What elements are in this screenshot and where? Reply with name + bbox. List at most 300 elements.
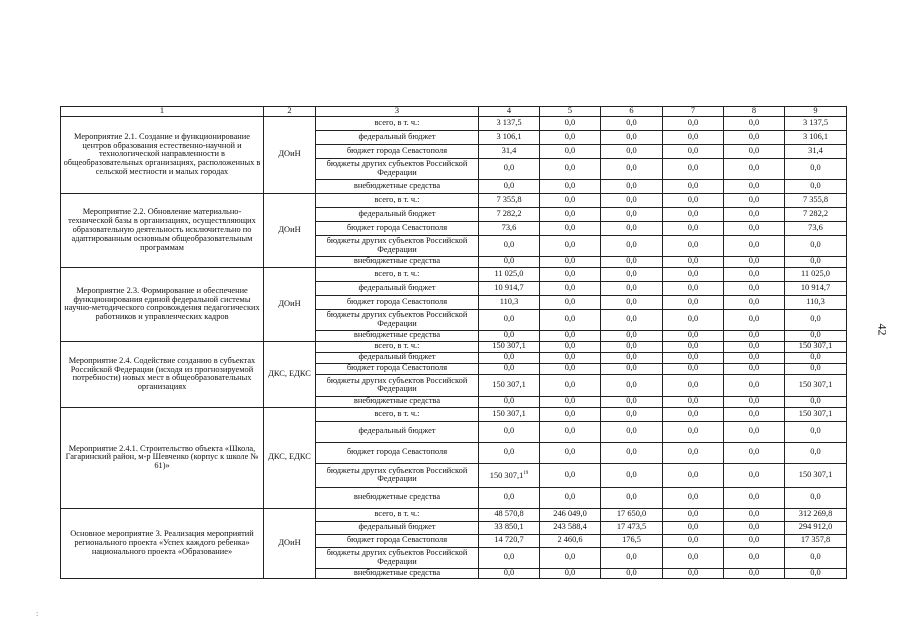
- amount-value: 3 137,5: [802, 117, 829, 127]
- amount-value: 0,0: [564, 426, 576, 436]
- amount-value: 48 570,8: [494, 509, 524, 519]
- amount-value: 0,0: [748, 447, 760, 457]
- amount-value: 10 914,7: [494, 282, 524, 292]
- amount-value: 0,0: [503, 426, 515, 436]
- funding-source: внебюджетные средства: [316, 568, 479, 578]
- amount-c9: [785, 396, 847, 407]
- page-number: 42: [875, 323, 890, 336]
- amount-c4: [479, 407, 540, 421]
- amount-value: 0,0: [626, 341, 637, 351]
- amount-value: 0,0: [503, 363, 515, 373]
- amount-value: 7 355,8: [802, 194, 829, 204]
- col-header-5: 5: [540, 107, 601, 117]
- amount-c6: [601, 207, 663, 221]
- measure-executor: ДКС, ЕДКС: [264, 407, 316, 508]
- amount-c8: [724, 521, 785, 534]
- amount-c9: [785, 158, 847, 179]
- amount-value: 0,0: [687, 131, 699, 141]
- amount-value: 150 307,1: [798, 341, 833, 351]
- amount-c9: [785, 221, 847, 235]
- amount-c8: [724, 144, 785, 158]
- amount-value: 0,0: [564, 222, 576, 232]
- amount-c5: [540, 463, 601, 487]
- amount-c5: [540, 352, 601, 363]
- amount-c7: [663, 421, 724, 442]
- amount-value: 294 912,0: [798, 522, 833, 532]
- amount-value: 0,0: [503, 552, 515, 562]
- amount-c8: [724, 534, 785, 547]
- amount-c6: [601, 421, 663, 442]
- amount-c6: [601, 267, 663, 281]
- amount-value: 0,0: [748, 256, 760, 266]
- amount-c7: [663, 221, 724, 235]
- amount-value: 0,0: [503, 163, 515, 173]
- amount-c4: [479, 341, 540, 352]
- col-header-1: 1: [61, 107, 264, 117]
- amount-value: 31,4: [808, 145, 823, 155]
- amount-c9: [785, 463, 847, 487]
- amount-c7: [663, 534, 724, 547]
- amount-value: 0,0: [687, 426, 699, 436]
- amount-c6: [601, 352, 663, 363]
- funding-source: федеральный бюджет: [316, 421, 479, 442]
- amount-value: 0,0: [687, 379, 699, 389]
- amount-c6: [601, 568, 663, 578]
- amount-c7: [663, 463, 724, 487]
- amount-c7: [663, 363, 724, 374]
- amount-c7: [663, 235, 724, 256]
- funding-source: бюджеты других субъектов Российской Федерации: [316, 463, 479, 487]
- amount-c8: [724, 281, 785, 295]
- amount-c6: [601, 374, 663, 396]
- footnote-ref: 19: [523, 470, 529, 476]
- amount-c8: [724, 463, 785, 487]
- funding-source: федеральный бюджет: [316, 130, 479, 144]
- amount-c9: [785, 352, 847, 363]
- measure-name: Мероприятие 2.4.1. Строительство объекта «Школа, Гагаринский район, м-р Шевченко (корпус к школе № 61)»: [61, 407, 264, 508]
- amount-value: 0,0: [564, 314, 576, 324]
- amount-c7: [663, 341, 724, 352]
- amount-c6: [601, 281, 663, 295]
- amount-c7: [663, 547, 724, 568]
- table-row: [61, 407, 847, 421]
- amount-c9: [785, 281, 847, 295]
- col-header-7: 7: [663, 107, 724, 117]
- amount-value: 0,0: [687, 447, 699, 457]
- amount-value: 0,0: [564, 396, 576, 406]
- amount-value: 0,0: [748, 282, 760, 292]
- amount-value: 0,0: [748, 492, 760, 502]
- amount-c6: [601, 309, 663, 330]
- amount-c6: [601, 193, 663, 207]
- amount-value: 0,0: [626, 352, 637, 362]
- amount-c4: [479, 521, 540, 534]
- amount-c9: [785, 207, 847, 221]
- amount-value: 0,0: [687, 256, 699, 266]
- amount-c8: [724, 256, 785, 267]
- amount-c7: [663, 281, 724, 295]
- amount-c7: [663, 144, 724, 158]
- amount-value: 0,0: [748, 330, 760, 340]
- funding-source: федеральный бюджет: [316, 281, 479, 295]
- amount-value: 3 106,1: [802, 131, 829, 141]
- amount-value: 0,0: [626, 194, 637, 204]
- amount-c8: [724, 547, 785, 568]
- amount-c5: [540, 487, 601, 508]
- funding-source: бюджет города Севастополя: [316, 144, 479, 158]
- amount-value: 0,0: [748, 552, 760, 562]
- funding-source: внебюджетные средства: [316, 487, 479, 508]
- amount-c6: [601, 547, 663, 568]
- amount-c7: [663, 568, 724, 578]
- amount-value: 0,0: [810, 256, 821, 266]
- amount-value: 0,0: [564, 145, 576, 155]
- amount-value: 150 307,1: [798, 408, 833, 418]
- amount-c4: [479, 396, 540, 407]
- amount-value: 0,0: [626, 408, 637, 418]
- amount-c6: [601, 442, 663, 463]
- amount-c6: [601, 330, 663, 341]
- funding-source: федеральный бюджет: [316, 521, 479, 534]
- amount-value: 0,0: [687, 117, 699, 127]
- amount-c6: [601, 463, 663, 487]
- header-row: [61, 107, 847, 117]
- amount-value: 0,0: [626, 222, 637, 232]
- amount-value: 14 720,7: [494, 535, 524, 545]
- amount-c7: [663, 256, 724, 267]
- amount-value: 73,6: [501, 222, 517, 232]
- amount-c8: [724, 330, 785, 341]
- amount-c5: [540, 547, 601, 568]
- amount-value: 0,0: [626, 469, 637, 479]
- funding-source: федеральный бюджет: [316, 352, 479, 363]
- amount-c4: [479, 534, 540, 547]
- amount-c5: [540, 442, 601, 463]
- amount-value: 0,0: [748, 408, 760, 418]
- amount-c8: [724, 374, 785, 396]
- amount-c7: [663, 193, 724, 207]
- amount-c6: [601, 295, 663, 309]
- amount-value: 0,0: [748, 145, 760, 155]
- amount-c9: [785, 374, 847, 396]
- amount-c4: [479, 330, 540, 341]
- amount-c7: [663, 521, 724, 534]
- amount-c9: [785, 547, 847, 568]
- budget-table: [60, 106, 847, 579]
- amount-c7: [663, 396, 724, 407]
- amount-c5: [540, 267, 601, 281]
- amount-c4: [479, 116, 540, 130]
- amount-value: 0,0: [564, 194, 576, 204]
- amount-value: 0,0: [687, 535, 699, 545]
- amount-c4: [479, 144, 540, 158]
- amount-c9: [785, 116, 847, 130]
- amount-c9: [785, 144, 847, 158]
- amount-value: 0,0: [564, 256, 576, 266]
- amount-value: 0,0: [748, 314, 760, 324]
- amount-c8: [724, 396, 785, 407]
- amount-value: 0,0: [503, 492, 515, 502]
- col-header-2: 2: [264, 107, 316, 117]
- amount-value: 243 588,4: [553, 522, 587, 532]
- amount-c9: [785, 508, 847, 521]
- amount-value: 0,0: [810, 447, 821, 457]
- amount-value: 0,0: [810, 568, 821, 577]
- amount-c6: [601, 256, 663, 267]
- amount-value: 0,0: [748, 131, 760, 141]
- amount-c9: [785, 193, 847, 207]
- amount-value: 150 307,1: [492, 408, 526, 418]
- amount-c9: [785, 130, 847, 144]
- margin-mark: :: [36, 609, 39, 618]
- amount-value: 0,0: [810, 552, 821, 562]
- amount-c7: [663, 374, 724, 396]
- amount-value: 0,0: [687, 330, 699, 340]
- amount-c4: [479, 207, 540, 221]
- amount-c9: [785, 421, 847, 442]
- amount-c4: [479, 235, 540, 256]
- amount-c5: [540, 396, 601, 407]
- amount-c9: [785, 295, 847, 309]
- amount-c9: [785, 363, 847, 374]
- amount-value: 0,0: [626, 131, 637, 141]
- amount-c6: [601, 221, 663, 235]
- amount-c7: [663, 508, 724, 521]
- amount-c4: [479, 193, 540, 207]
- amount-value: 0,0: [748, 509, 760, 519]
- funding-source: всего, в т. ч.:: [316, 193, 479, 207]
- amount-c8: [724, 352, 785, 363]
- amount-value: 0,0: [503, 568, 515, 577]
- measure-name: Мероприятие 2.1. Создание и функционирование центров образования естественно-научной и технологической направленности в общеобразовательных организациях, расположенных в сельской местности и малых городах: [61, 116, 264, 193]
- amount-c5: [540, 144, 601, 158]
- amount-value: 0,0: [687, 363, 699, 373]
- amount-value: 0,0: [687, 282, 699, 292]
- amount-c4: [479, 508, 540, 521]
- amount-c7: [663, 179, 724, 193]
- amount-value: 0,0: [687, 522, 699, 532]
- amount-c8: [724, 407, 785, 421]
- amount-c6: [601, 158, 663, 179]
- amount-value: 0,0: [687, 509, 699, 519]
- amount-c5: [540, 521, 601, 534]
- amount-value: 10 914,7: [800, 282, 831, 292]
- amount-value: 0,0: [564, 363, 576, 373]
- amount-c8: [724, 421, 785, 442]
- funding-source: всего, в т. ч.:: [316, 407, 479, 421]
- amount-c9: [785, 487, 847, 508]
- amount-c9: [785, 179, 847, 193]
- amount-c6: [601, 521, 663, 534]
- funding-source: бюджеты других субъектов Российской Федерации: [316, 235, 479, 256]
- amount-c7: [663, 295, 724, 309]
- amount-c4: [479, 267, 540, 281]
- amount-value: 0,0: [626, 552, 637, 562]
- amount-value: 0,0: [748, 352, 760, 362]
- amount-c9: [785, 267, 847, 281]
- amount-value: 0,0: [503, 352, 515, 362]
- amount-value: 0,0: [687, 145, 699, 155]
- amount-value: 150 307,1: [798, 379, 833, 389]
- amount-c6: [601, 487, 663, 508]
- amount-value: 0,0: [748, 240, 760, 250]
- amount-value: 0,0: [748, 341, 760, 351]
- amount-value: 0,0: [687, 552, 699, 562]
- amount-c7: [663, 330, 724, 341]
- amount-value: 150 307,1: [489, 470, 524, 480]
- amount-c6: [601, 508, 663, 521]
- amount-c5: [540, 295, 601, 309]
- col-header-8: 8: [724, 107, 785, 117]
- amount-c5: [540, 508, 601, 521]
- amount-c4: [479, 158, 540, 179]
- amount-value: 0,0: [503, 256, 515, 266]
- amount-value: 0,0: [687, 341, 699, 351]
- amount-value: 110,3: [499, 296, 519, 306]
- amount-value: 0,0: [810, 396, 821, 406]
- amount-value: 0,0: [687, 163, 699, 173]
- amount-value: 0,0: [564, 408, 576, 418]
- measure-executor: ДКС, ЕДКС: [264, 341, 316, 407]
- table-row: [61, 267, 847, 281]
- amount-c4: [479, 487, 540, 508]
- col-header-9: 9: [785, 107, 847, 117]
- amount-value: 0,0: [687, 408, 699, 418]
- amount-value: 0,0: [626, 296, 637, 306]
- amount-value: 0,0: [564, 341, 576, 351]
- measure-name: Основное мероприятие 3. Реализация мероприятий регионального проекта «Успех каждого ребенка» национального проекта «Образование»: [61, 508, 264, 578]
- amount-value: 0,0: [687, 492, 699, 502]
- amount-c4: [479, 295, 540, 309]
- amount-c8: [724, 207, 785, 221]
- amount-value: 0,0: [564, 282, 576, 292]
- amount-value: 17 473,5: [616, 522, 647, 532]
- amount-c4: [479, 374, 540, 396]
- amount-c8: [724, 363, 785, 374]
- amount-c4: [479, 352, 540, 363]
- funding-source: внебюджетные средства: [316, 330, 479, 341]
- amount-value: 0,0: [748, 535, 760, 545]
- amount-c7: [663, 352, 724, 363]
- amount-value: 0,0: [687, 208, 699, 218]
- amount-c4: [479, 179, 540, 193]
- amount-value: 0,0: [810, 330, 821, 340]
- amount-c6: [601, 116, 663, 130]
- amount-c8: [724, 221, 785, 235]
- amount-c7: [663, 116, 724, 130]
- amount-value: 0,0: [687, 180, 699, 190]
- amount-value: 150 307,1: [492, 341, 526, 351]
- amount-c5: [540, 534, 601, 547]
- funding-source: бюджет города Севастополя: [316, 534, 479, 547]
- amount-value: 33 850,1: [494, 522, 524, 532]
- amount-value: 0,0: [626, 180, 637, 190]
- amount-value: 0,0: [564, 352, 576, 362]
- funding-source: внебюджетные средства: [316, 256, 479, 267]
- amount-c6: [601, 130, 663, 144]
- amount-c5: [540, 207, 601, 221]
- amount-c5: [540, 256, 601, 267]
- amount-value: 0,0: [564, 447, 576, 457]
- amount-value: 0,0: [626, 314, 637, 324]
- amount-value: 0,0: [748, 268, 760, 278]
- amount-c9: [785, 235, 847, 256]
- table-row: [61, 341, 847, 352]
- amount-c5: [540, 158, 601, 179]
- amount-c8: [724, 158, 785, 179]
- amount-c7: [663, 442, 724, 463]
- funding-source: всего, в т. ч.:: [316, 341, 479, 352]
- amount-value: 0,0: [810, 314, 821, 324]
- amount-value: 0,0: [748, 469, 760, 479]
- amount-value: 73,6: [808, 222, 823, 232]
- amount-c5: [540, 568, 601, 578]
- amount-value: 0,0: [748, 379, 760, 389]
- funding-source: бюджеты других субъектов Российской Федерации: [316, 547, 479, 568]
- amount-value: 0,0: [626, 163, 637, 173]
- amount-c5: [540, 221, 601, 235]
- amount-c4: [479, 547, 540, 568]
- amount-value: 0,0: [626, 145, 637, 155]
- amount-value: 0,0: [687, 268, 699, 278]
- amount-c8: [724, 179, 785, 193]
- amount-c9: [785, 534, 847, 547]
- amount-c7: [663, 130, 724, 144]
- amount-c4: [479, 421, 540, 442]
- amount-value: 0,0: [564, 492, 576, 502]
- amount-c7: [663, 158, 724, 179]
- amount-value: 0,0: [748, 180, 760, 190]
- measure-name: Мероприятие 2.3. Формирование и обеспечение функционирования единой федеральной системы научно-методического сопровождения педагогических работников и управленческих кадров: [61, 267, 264, 341]
- amount-value: 0,0: [748, 194, 760, 204]
- amount-c9: [785, 330, 847, 341]
- amount-c5: [540, 341, 601, 352]
- col-header-4: 4: [479, 107, 540, 117]
- amount-value: 176,5: [622, 535, 641, 545]
- funding-source: бюджет города Севастополя: [316, 221, 479, 235]
- amount-c8: [724, 116, 785, 130]
- amount-value: 0,0: [564, 117, 576, 127]
- amount-value: 0,0: [748, 396, 760, 406]
- amount-value: 0,0: [564, 379, 576, 389]
- amount-value: 0,0: [564, 568, 576, 577]
- amount-value: 17 650,0: [616, 509, 647, 519]
- amount-value: 0,0: [810, 352, 821, 362]
- amount-value: 11 025,0: [800, 268, 830, 278]
- amount-c8: [724, 442, 785, 463]
- amount-c4: [479, 442, 540, 463]
- amount-c9: [785, 341, 847, 352]
- amount-value: 11 025,0: [494, 268, 524, 278]
- amount-value: 246 049,0: [553, 509, 587, 519]
- amount-value: 0,0: [626, 363, 637, 373]
- amount-c9: [785, 309, 847, 330]
- amount-c5: [540, 235, 601, 256]
- amount-c7: [663, 207, 724, 221]
- amount-value: 0,0: [748, 568, 760, 577]
- amount-value: 0,0: [626, 240, 637, 250]
- amount-c6: [601, 363, 663, 374]
- amount-value: 0,0: [810, 240, 821, 250]
- amount-value: 0,0: [687, 222, 699, 232]
- measure-executor: ДОиН: [264, 193, 316, 267]
- amount-c9: [785, 442, 847, 463]
- amount-value: 0,0: [748, 296, 760, 306]
- amount-value: 0,0: [748, 117, 760, 127]
- amount-value: 312 269,8: [798, 509, 833, 519]
- funding-source: бюджет города Севастополя: [316, 363, 479, 374]
- amount-value: 0,0: [564, 163, 576, 173]
